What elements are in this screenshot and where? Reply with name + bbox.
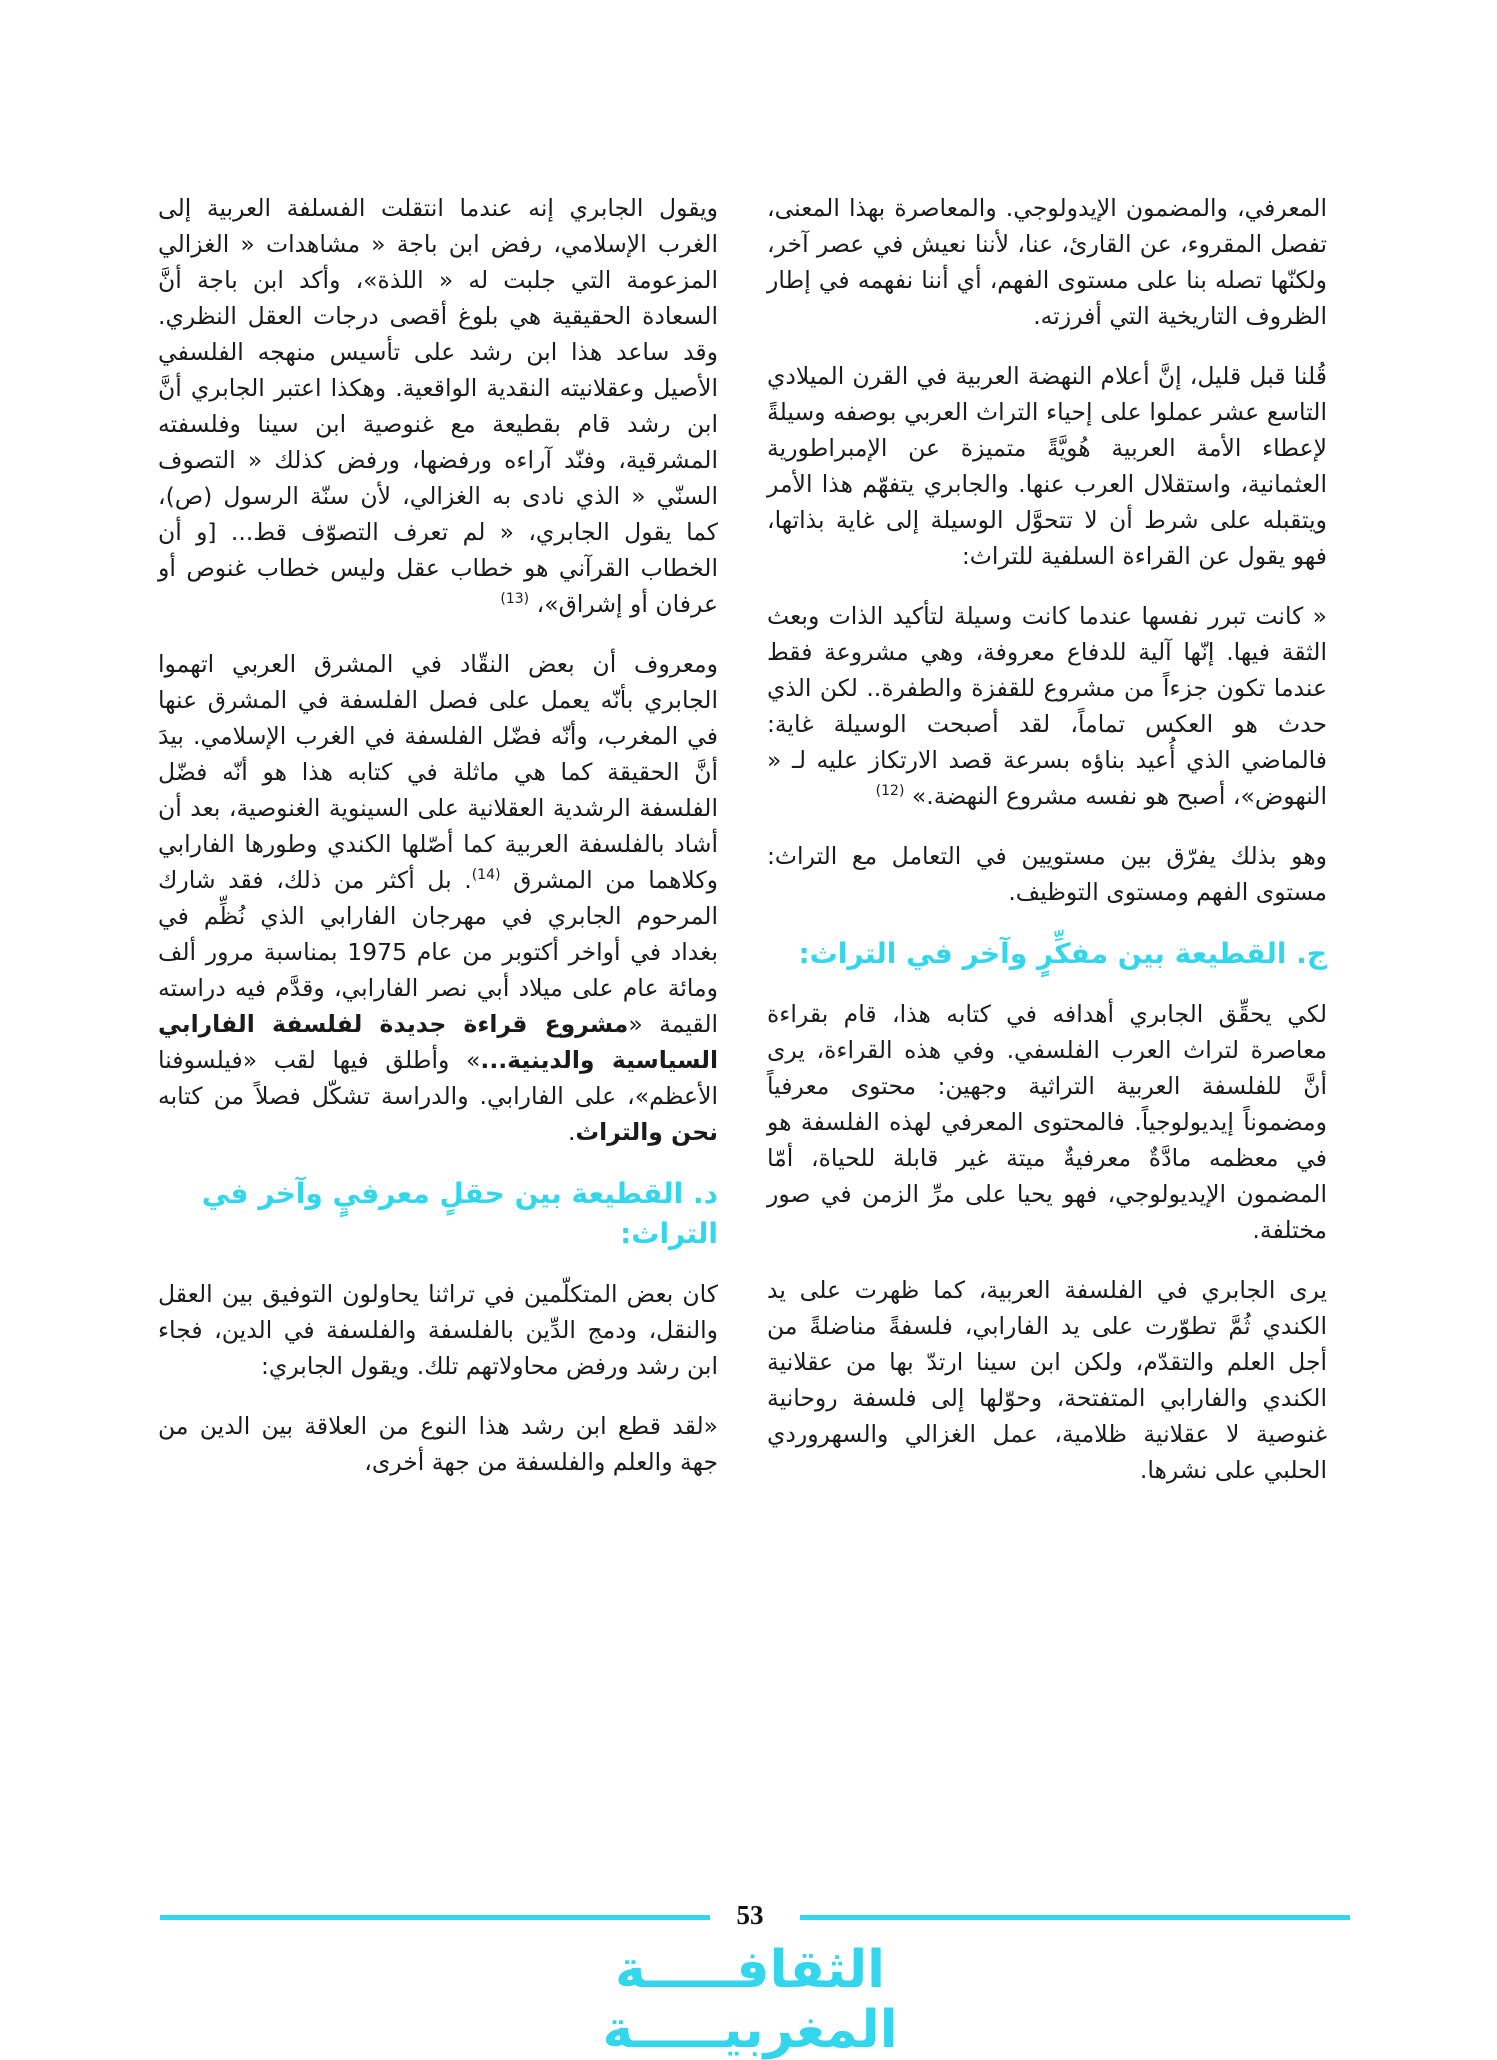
section-heading: د. القطيعة بين حقلٍ معرفيٍ وآخر في التراث:	[201, 1177, 718, 1250]
quote-text: «لقد قطع ابن رشد هذا النوع من العلاقة بين الدين من جهة والعلم والفلسفة من جهة أخرى،	[158, 1412, 718, 1476]
quote-text: « كانت تبرر نفسها عندما كانت وسيلة لتأكيد الذات وبعث الثقة فيها. إنّها آلية للدفاع معروفة، وهي مشروعة فقط عندما تكون جزءاً من مشروع للقفزة والطفرة.. لكن الذي حدث هو العكس تماماً، لقد أصبحت الوسيلة غاية: فالماضي الذي أُعيد بناؤه بسرعة قصد الارتكاز عليه لـ « النهوض»، أصبح هو نفسه مشروع النهضة.»	[767, 602, 1327, 810]
footnote-ref: (12)	[875, 783, 905, 800]
paragraph	[767, 1272, 1327, 1488]
paragraph	[767, 358, 1327, 574]
bold-title: مشروع قراءة جديدة لفلسفة الفارابي السياسية والدينية...	[158, 1010, 719, 1074]
bold-title: نحن والتراث	[575, 1118, 718, 1146]
paragraph	[767, 190, 1327, 334]
left-column	[158, 190, 718, 1504]
paragraph-text: لكي يحقِّق الجابري أهدافه في كتابه هذا، قام بقراءة معاصرة لتراث العرب الفلسفي. وفي هذه القراءة، يرى أنَّ للفلسفة العربية التراثية وجهين: محتوى معرفياً ومضموناً إيديولوجياً. فالمحتوى المعرفي لهذه الفلسفة هو في معظمه مادَّةٌ معرفيةٌ ميتة غير قابلة للحياة، أمّا المضمون الإيديولوجي، فهو يحيا على مرِّ الزمن في صور مختلفة.	[767, 1000, 1327, 1244]
paragraph	[158, 1276, 718, 1384]
right-column	[767, 190, 1327, 1512]
paragraph	[767, 838, 1327, 910]
quote-paragraph	[767, 598, 1327, 814]
paragraph-text: » وأطلق فيها لقب «فيلسوفنا الأعظم»، على الفارابي. والدراسة تشكّل فصلاً من كتابه	[158, 1046, 718, 1110]
footer-rule-right	[800, 1915, 1350, 1920]
paragraph	[767, 996, 1327, 1248]
period: .	[568, 1118, 576, 1146]
footnote-ref: (13)	[500, 591, 530, 608]
paragraph-text: وهو بذلك يفرّق بين مستويين في التعامل مع التراث: مستوى الفهم ومستوى التوظيف.	[767, 842, 1327, 906]
page-number: 53	[736, 1900, 764, 1930]
magazine-title: الثقافـــــة المغربيـــــة	[602, 1940, 898, 2060]
footnote-ref: (14)	[471, 867, 501, 884]
paragraph-text: المعرفي، والمضمون الإيدولوجي. والمعاصرة بهذا المعنى، تفصل المقروء، عن القارئ، عنا، لأننا نعيش في عصر آخر، ولكنّها تصله بنا على مستوى الفهم، أي أننا نفهمه في إطار الظروف التاريخية التي أفرزته.	[767, 194, 1327, 330]
paragraph-text: . بل أكثر من ذلك، فقد شارك المرحوم الجابري في مهرجان الفارابي الذي نُظِّم في بغداد في أواخر أكتوبر من عام 1975 بمناسبة مرور ألف ومائة عام على ميلاد أبي نصر الفارابي، وقدَّم فيه دراسته القيمة «	[158, 866, 719, 1038]
section-heading: ج. القطيعة بين مفكِّرٍ وآخر في التراث:	[798, 937, 1327, 970]
paragraph-text: ويقول الجابري إنه عندما انتقلت الفسلفة العربية إلى الغرب الإسلامي، رفض ابن باجة « مشاهدات « الغزالي المزعومة التي جلبت له « اللذة»، وأكد ابن باجة أنَّ السعادة الحقيقية هي بلوغ أقصى درجات العقل النظري. وقد ساعد هذا ابن رشد على تأسيس منهجه الفلسفي الأصيل وعقلانيته النقدية الواقعية. وهكذا اعتبر الجابري أنَّ ابن رشد قام بقطيعة مع غنوصية ابن سينا وفلسفته المشرقية، وفنّد آراءه ورفضها، ورفض كذلك « التصوف السنّي « الذي نادى به الغزالي، لأن سنّة الرسول (ص)، كما يقول الجابري، « لم تعرف التصوّف قط... [و أن الخطاب القرآني هو خطاب عقل وليس خطاب غنوص أو عرفان أو إشراق»،	[158, 194, 718, 618]
paragraph-text: ومعروف أن بعض النقّاد في المشرق العربي اتهموا الجابري بأنّه يعمل على فصل الفلسفة في المشرق عنها في المغرب، وأنّه فضّل الفلسفة في الغرب الإسلامي. بيدَ أنَّ الحقيقة كما هي ماثلة في كتابه هذا هو أنّه فضّل الفلسفة الرشدية العقلانية على السينوية الغنوصية، بعد أن أشاد بالفلسفة العربية كما أصّلها الكندي وطورها الفارابي وكلاهما من المشرق	[158, 650, 718, 894]
paragraph-text: يرى الجابري في الفلسفة العربية، كما ظهرت على يد الكندي ثُمَّ تطوّرت على يد الفارابي، فلسفةً مناضلةً من أجل العلم والتقدّم، ولكن ابن سينا ارتدّ بها من عقلانية الكندي والفارابي المتفتحة، وحوّلها إلى فلسفة روحانية غنوصية لا عقلانية ظلامية، عمل الغزالي والسهروردي الحلبي على نشرها.	[767, 1276, 1327, 1484]
paragraph	[158, 646, 718, 1150]
paragraph-text: قُلنا قبل قليل، إنَّ أعلام النهضة العربية في القرن الميلادي التاسع عشر عملوا على إحياء التراث العربي بوصفه وسيلةً لإعطاء الأمة العربية هُويَّةً متميزة عن الإمبراطورية العثمانية، واستقلال العرب عنها. والجابري يتفهّم هذا الأمر ويتقبله على شرط أن لا تتحوَّل الوسيلة إلى غاية بذاتها، فهو يقول عن القراءة السلفية للتراث:	[767, 362, 1327, 570]
quote-paragraph	[158, 1408, 718, 1480]
paragraph	[158, 190, 718, 622]
paragraph-text: كان بعض المتكلّمين في تراثنا يحاولون التوفيق بين العقل والنقل، ودمج الدِّين بالفلسفة والفلسفة في الدين، فجاء ابن رشد ورفض محاولاتهم تلك. ويقول الجابري:	[158, 1280, 718, 1380]
footer-rule-left	[160, 1915, 710, 1920]
